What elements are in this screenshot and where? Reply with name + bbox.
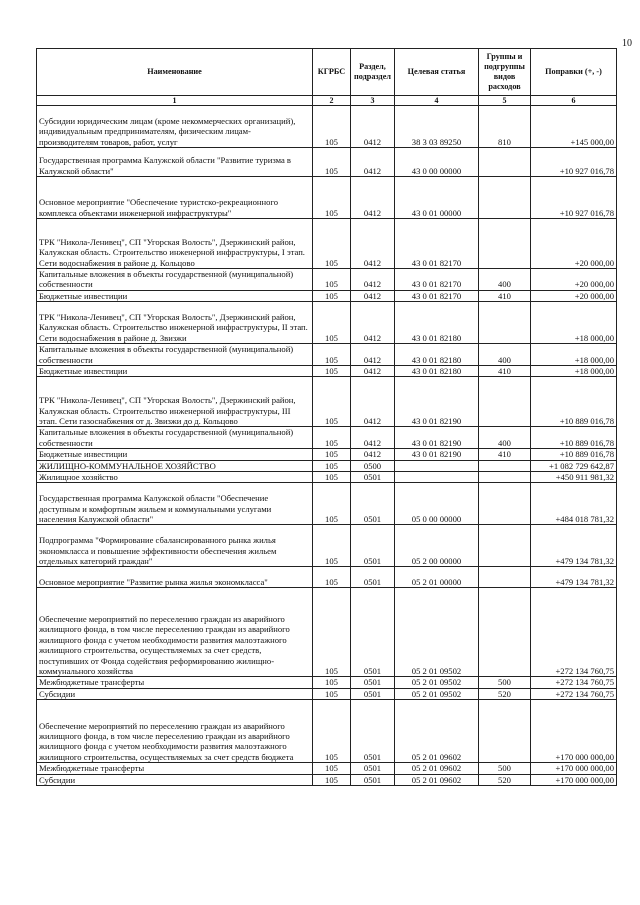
row-amount-cell: +10 889 016,78 bbox=[531, 427, 617, 449]
row-expense-type-cell: 500 bbox=[479, 677, 531, 688]
row-expense-type-cell: 400 bbox=[479, 344, 531, 366]
row-section-cell: 0501 bbox=[351, 700, 395, 763]
row-name-cell: Межбюджетные трансферты bbox=[37, 677, 313, 688]
row-section-cell: 0501 bbox=[351, 483, 395, 525]
row-kgrbs-cell: 105 bbox=[313, 177, 351, 219]
row-section-cell: 0412 bbox=[351, 219, 395, 269]
row-amount-cell: +10 889 016,78 bbox=[531, 449, 617, 460]
row-kgrbs-cell: 105 bbox=[313, 525, 351, 567]
column-index: 3 bbox=[351, 96, 395, 106]
row-expense-type-cell bbox=[479, 483, 531, 525]
row-kgrbs-cell: 105 bbox=[313, 774, 351, 785]
row-amount-cell: +18 000,00 bbox=[531, 366, 617, 377]
row-name-cell: Межбюджетные трансферты bbox=[37, 763, 313, 774]
table-row bbox=[37, 377, 617, 427]
row-amount-cell: +272 134 760,75 bbox=[531, 688, 617, 699]
row-expense-type-cell: 400 bbox=[479, 427, 531, 449]
row-kgrbs-cell: 105 bbox=[313, 567, 351, 588]
table-row bbox=[37, 344, 617, 366]
row-amount-cell: +145 000,00 bbox=[531, 106, 617, 148]
row-section-cell: 0501 bbox=[351, 688, 395, 699]
row-name-cell: Обеспечение мероприятий по переселению граждан из аварийного жилищного фонда, в том числе переселению граждан из аварийного жилищного фонда с учетом необходимости развития малоэтажного жилищного строительства, осуществляемых за счет средств бюджета bbox=[37, 700, 313, 763]
row-expense-type-cell: 410 bbox=[479, 290, 531, 301]
row-target-article-cell: 05 2 01 09502 bbox=[395, 588, 479, 677]
row-section-cell: 0412 bbox=[351, 302, 395, 344]
row-amount-cell: +479 134 781,32 bbox=[531, 567, 617, 588]
row-amount-cell: +20 000,00 bbox=[531, 269, 617, 291]
row-name-cell: Бюджетные инвестиции bbox=[37, 290, 313, 301]
row-section-cell: 0501 bbox=[351, 472, 395, 483]
col-header-expense-type: Группы и подгруппы видов расходов bbox=[479, 49, 531, 96]
column-index: 5 bbox=[479, 96, 531, 106]
row-name-cell: Основное мероприятие "Обеспечение туристско-рекреационного комплекса объектами инженерной инфраструктуры" bbox=[37, 177, 313, 219]
table-row bbox=[37, 427, 617, 449]
table-row bbox=[37, 774, 617, 785]
row-name-cell: ТРК "Никола-Ленивец", СП "Угорская Волость", Дзержинский район, Калужская область. Строительство инженерной инфраструктуры, II этап. Сети водоснабжения в районе д. Звизжи bbox=[37, 302, 313, 344]
row-kgrbs-cell: 105 bbox=[313, 688, 351, 699]
col-header-amendments: Поправки (+, -) bbox=[531, 49, 617, 96]
column-index: 4 bbox=[395, 96, 479, 106]
row-section-cell: 0412 bbox=[351, 106, 395, 148]
row-kgrbs-cell: 105 bbox=[313, 588, 351, 677]
row-amount-cell: +272 134 760,75 bbox=[531, 677, 617, 688]
row-name-cell: Государственная программа Калужской области "Развитие туризма в Калужской области" bbox=[37, 148, 313, 177]
row-target-article-cell: 05 0 00 00000 bbox=[395, 483, 479, 525]
row-kgrbs-cell: 105 bbox=[313, 219, 351, 269]
header-row bbox=[37, 49, 617, 96]
column-index: 1 bbox=[37, 96, 313, 106]
row-target-article-cell: 43 0 01 82190 bbox=[395, 377, 479, 427]
row-amount-cell: +20 000,00 bbox=[531, 290, 617, 301]
row-amount-cell: +479 134 781,32 bbox=[531, 525, 617, 567]
row-expense-type-cell: 410 bbox=[479, 366, 531, 377]
row-name-cell: Субсидии bbox=[37, 688, 313, 699]
table-row bbox=[37, 460, 617, 471]
table-row bbox=[37, 366, 617, 377]
row-expense-type-cell bbox=[479, 567, 531, 588]
row-name-cell: Основное мероприятие "Развитие рынка жилья экономкласса" bbox=[37, 567, 313, 588]
row-kgrbs-cell: 105 bbox=[313, 366, 351, 377]
table-row bbox=[37, 219, 617, 269]
row-target-article-cell: 43 0 01 82190 bbox=[395, 449, 479, 460]
row-name-cell: Бюджетные инвестиции bbox=[37, 366, 313, 377]
table-row bbox=[37, 677, 617, 688]
column-index-row bbox=[37, 96, 617, 106]
row-amount-cell: +170 000 000,00 bbox=[531, 700, 617, 763]
row-kgrbs-cell: 105 bbox=[313, 269, 351, 291]
col-header-kgrbs: КГРБС bbox=[313, 49, 351, 96]
table-body bbox=[37, 106, 617, 786]
row-amount-cell: +18 000,00 bbox=[531, 344, 617, 366]
row-target-article-cell: 43 0 01 82180 bbox=[395, 344, 479, 366]
row-target-article-cell: 05 2 01 09602 bbox=[395, 700, 479, 763]
row-target-article-cell: 43 0 00 00000 bbox=[395, 148, 479, 177]
row-section-cell: 0501 bbox=[351, 774, 395, 785]
table-row bbox=[37, 483, 617, 525]
row-amount-cell: +10 927 016,78 bbox=[531, 148, 617, 177]
table-row bbox=[37, 472, 617, 483]
table-row bbox=[37, 525, 617, 567]
row-name-cell: ЖИЛИЩНО-КОММУНАЛЬНОЕ ХОЗЯЙСТВО bbox=[37, 460, 313, 471]
row-section-cell: 0412 bbox=[351, 290, 395, 301]
row-name-cell: ТРК "Никола-Ленивец", СП "Угорская Волость", Дзержинский район, Калужская область. Строительство инженерной инфраструктуры, III этап. Сети газоснабжения от д. Звизжи до д. Кольцово bbox=[37, 377, 313, 427]
row-target-article-cell: 05 2 01 00000 bbox=[395, 567, 479, 588]
row-kgrbs-cell: 105 bbox=[313, 483, 351, 525]
row-expense-type-cell: 410 bbox=[479, 449, 531, 460]
row-amount-cell: +484 018 781,32 bbox=[531, 483, 617, 525]
row-target-article-cell: 43 0 01 82170 bbox=[395, 219, 479, 269]
row-section-cell: 0501 bbox=[351, 567, 395, 588]
row-kgrbs-cell: 105 bbox=[313, 449, 351, 460]
row-expense-type-cell bbox=[479, 588, 531, 677]
row-target-article-cell: 43 0 01 82170 bbox=[395, 290, 479, 301]
row-expense-type-cell bbox=[479, 377, 531, 427]
row-section-cell: 0501 bbox=[351, 525, 395, 567]
row-section-cell: 0501 bbox=[351, 677, 395, 688]
row-target-article-cell: 05 2 01 09602 bbox=[395, 763, 479, 774]
row-amount-cell: +170 000 000,00 bbox=[531, 763, 617, 774]
row-name-cell: Подпрограмма "Формирование сбалансированного рынка жилья экономкласса и повышение эффективности обеспечения жильем отдельных категорий граждан" bbox=[37, 525, 313, 567]
row-kgrbs-cell: 105 bbox=[313, 460, 351, 471]
row-amount-cell: +272 134 760,75 bbox=[531, 588, 617, 677]
row-target-article-cell: 43 0 01 82180 bbox=[395, 302, 479, 344]
table-row bbox=[37, 700, 617, 763]
row-amount-cell: +10 889 016,78 bbox=[531, 377, 617, 427]
row-amount-cell: +450 911 981,32 bbox=[531, 472, 617, 483]
row-name-cell: Капитальные вложения в объекты государственной (муниципальной) собственности bbox=[37, 269, 313, 291]
table-row bbox=[37, 269, 617, 291]
row-name-cell: Жилищное хозяйство bbox=[37, 472, 313, 483]
page-number: 10 bbox=[622, 38, 632, 49]
row-target-article-cell: 05 2 01 09502 bbox=[395, 677, 479, 688]
row-section-cell: 0500 bbox=[351, 460, 395, 471]
row-kgrbs-cell: 105 bbox=[313, 106, 351, 148]
row-kgrbs-cell: 105 bbox=[313, 677, 351, 688]
col-header-name: Наименование bbox=[37, 49, 313, 96]
row-section-cell: 0501 bbox=[351, 588, 395, 677]
row-expense-type-cell: 520 bbox=[479, 688, 531, 699]
table-row bbox=[37, 763, 617, 774]
row-target-article-cell: 43 0 01 82180 bbox=[395, 366, 479, 377]
row-section-cell: 0412 bbox=[351, 377, 395, 427]
row-kgrbs-cell: 105 bbox=[313, 302, 351, 344]
row-kgrbs-cell: 105 bbox=[313, 148, 351, 177]
row-section-cell: 0412 bbox=[351, 449, 395, 460]
row-expense-type-cell bbox=[479, 302, 531, 344]
table-row bbox=[37, 449, 617, 460]
row-kgrbs-cell: 105 bbox=[313, 290, 351, 301]
row-name-cell: Капитальные вложения в объекты государственной (муниципальной) собственности bbox=[37, 344, 313, 366]
row-target-article-cell: 43 0 01 00000 bbox=[395, 177, 479, 219]
row-name-cell: Обеспечение мероприятий по переселению граждан из аварийного жилищного фонда, в том числе переселению граждан из аварийного жилищного фонда с учетом необходимости развития малоэтажного жилищного строительства, осуществляемых за счет средств, поступивших от Фонда содействия реформированию жилищно-коммунального хозяйства bbox=[37, 588, 313, 677]
row-amount-cell: +170 000 000,00 bbox=[531, 774, 617, 785]
table-row bbox=[37, 148, 617, 177]
row-name-cell: Субсидии юридическим лицам (кроме некоммерческих организаций), индивидуальным предпринимателям, физическим лицам-производителям товаров, работ, услуг bbox=[37, 106, 313, 148]
row-expense-type-cell bbox=[479, 460, 531, 471]
row-expense-type-cell bbox=[479, 177, 531, 219]
table-row bbox=[37, 567, 617, 588]
row-kgrbs-cell: 105 bbox=[313, 700, 351, 763]
row-kgrbs-cell: 105 bbox=[313, 377, 351, 427]
table-row bbox=[37, 106, 617, 148]
row-kgrbs-cell: 105 bbox=[313, 763, 351, 774]
row-target-article-cell: 43 0 01 82170 bbox=[395, 269, 479, 291]
row-kgrbs-cell: 105 bbox=[313, 472, 351, 483]
row-target-article-cell: 38 3 03 89250 bbox=[395, 106, 479, 148]
row-target-article-cell: 05 2 01 09602 bbox=[395, 774, 479, 785]
row-section-cell: 0412 bbox=[351, 427, 395, 449]
budget-amendments-table bbox=[36, 48, 617, 786]
row-target-article-cell bbox=[395, 472, 479, 483]
row-name-cell: ТРК "Никола-Ленивец", СП "Угорская Волость", Дзержинский район, Калужская область. Строительство инженерной инфраструктуры, I этап. Сети водоснабжения в районе д. Кольцово bbox=[37, 219, 313, 269]
row-expense-type-cell bbox=[479, 148, 531, 177]
column-index: 6 bbox=[531, 96, 617, 106]
row-target-article-cell: 05 2 01 09502 bbox=[395, 688, 479, 699]
row-section-cell: 0412 bbox=[351, 269, 395, 291]
row-amount-cell: +20 000,00 bbox=[531, 219, 617, 269]
row-amount-cell: +10 927 016,78 bbox=[531, 177, 617, 219]
column-index: 2 bbox=[313, 96, 351, 106]
row-kgrbs-cell: 105 bbox=[313, 344, 351, 366]
row-section-cell: 0501 bbox=[351, 763, 395, 774]
row-expense-type-cell bbox=[479, 525, 531, 567]
table-row bbox=[37, 177, 617, 219]
table-row bbox=[37, 290, 617, 301]
table-row bbox=[37, 588, 617, 677]
row-name-cell: Капитальные вложения в объекты государственной (муниципальной) собственности bbox=[37, 427, 313, 449]
row-amount-cell: +1 082 729 642,87 bbox=[531, 460, 617, 471]
row-section-cell: 0412 bbox=[351, 344, 395, 366]
row-kgrbs-cell: 105 bbox=[313, 427, 351, 449]
row-amount-cell: +18 000,00 bbox=[531, 302, 617, 344]
row-expense-type-cell bbox=[479, 472, 531, 483]
row-section-cell: 0412 bbox=[351, 366, 395, 377]
row-name-cell: Государственная программа Калужской области "Обеспечение доступным и комфортным жильем и коммунальными услугами населения Калужской области" bbox=[37, 483, 313, 525]
row-section-cell: 0412 bbox=[351, 177, 395, 219]
col-header-target-article: Целевая статья bbox=[395, 49, 479, 96]
row-expense-type-cell: 520 bbox=[479, 774, 531, 785]
row-expense-type-cell: 810 bbox=[479, 106, 531, 148]
row-expense-type-cell: 400 bbox=[479, 269, 531, 291]
row-target-article-cell: 05 2 00 00000 bbox=[395, 525, 479, 567]
row-name-cell: Субсидии bbox=[37, 774, 313, 785]
row-name-cell: Бюджетные инвестиции bbox=[37, 449, 313, 460]
row-expense-type-cell bbox=[479, 219, 531, 269]
row-expense-type-cell bbox=[479, 700, 531, 763]
col-header-section: Раздел, подраздел bbox=[351, 49, 395, 96]
table-row bbox=[37, 688, 617, 699]
row-section-cell: 0412 bbox=[351, 148, 395, 177]
row-target-article-cell bbox=[395, 460, 479, 471]
row-expense-type-cell: 500 bbox=[479, 763, 531, 774]
table-row bbox=[37, 302, 617, 344]
row-target-article-cell: 43 0 01 82190 bbox=[395, 427, 479, 449]
